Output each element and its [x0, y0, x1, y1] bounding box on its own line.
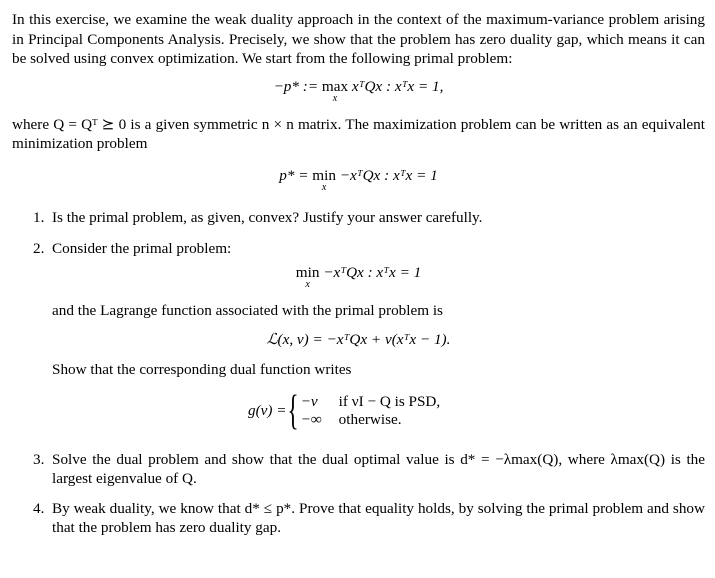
question-2-number: 2. — [33, 240, 45, 257]
question-1 — [12, 208, 705, 228]
question-2-text: Consider the primal problem: — [52, 240, 232, 257]
lagrange-equation — [12, 330, 705, 356]
eq2-rhs: −xᵀQx : xᵀx = 1 — [339, 166, 438, 184]
question-list — [12, 208, 705, 538]
lagrange-intro: and the Lagrange function associated with the primal problem is — [52, 301, 443, 319]
dual-case-2-condition: otherwise. — [338, 410, 402, 428]
q2-primal-equation — [12, 263, 705, 295]
question-3 — [12, 450, 705, 489]
eq2-lhs: p* = — [279, 166, 313, 184]
dual-function-equation — [248, 387, 705, 442]
lagrange-equation-text: ℒ(x, ν) = −xᵀQx + ν(xᵀx − 1). — [266, 331, 451, 348]
eq2-operator-sub: x — [321, 181, 327, 193]
question-3-text: Solve the dual problem and show that the dual optimal value is d* = −λmax(Q), where λmax(Q) is the largest eigenvalue of Q. — [52, 450, 705, 487]
question-2 — [12, 239, 705, 442]
dual-case-2 — [301, 411, 441, 429]
question-4-number: 4. — [33, 499, 45, 517]
question-4-text: By weak duality, we know that d* ≤ p*. Prove that equality holds, by solving the primal problem and show that the problem has zero duality gap. — [52, 499, 705, 536]
dual-cases — [301, 393, 441, 429]
primal-min-equation — [12, 166, 705, 198]
eq1-operator-sub: x — [332, 92, 338, 104]
exercise-page — [12, 10, 705, 538]
left-brace: { — [287, 387, 299, 434]
eq1-operator: max — [321, 77, 349, 95]
primal-max-equation — [12, 77, 705, 109]
eq1-rhs: xᵀQx : xᵀx = 1, — [351, 77, 444, 95]
dual-intro: Show that the corresponding dual function writes — [52, 361, 352, 378]
q2-eq-rhs: −xᵀQx : xᵀx = 1 — [323, 263, 422, 281]
q2-eq-operator-sub: x — [305, 278, 310, 290]
question-1-text: Is the primal problem, as given, convex? Justify your answer carefully. — [52, 208, 483, 226]
intro-paragraph: In this exercise, we examine the weak duality approach in the context of the maximum-variance problem arising in Principal Components Analysis. Precisely, we show that the problem has zero duality gap, which means it can be solved using convex optimization. We start from the following primal problem: — [12, 11, 705, 67]
question-3-number: 3. — [33, 450, 45, 468]
middle-paragraph: where Q = Qᵀ ⪰ 0 is a given symmetric n × n matrix. The maximization problem can be written as an equivalent minimization problem — [12, 115, 705, 152]
dual-lhs: g(ν) = — [248, 401, 287, 419]
dual-case-1-condition: if νI − Q is PSD, — [338, 392, 441, 410]
dual-case-1-value: −ν — [300, 392, 318, 410]
eq1-lhs: −p* := — [273, 77, 322, 95]
dual-case-2-value: −∞ — [300, 410, 322, 428]
eq2-operator: min — [312, 166, 336, 184]
dual-case-1 — [301, 393, 441, 411]
question-1-number: 1. — [33, 208, 45, 226]
q2-eq-operator: min — [295, 263, 320, 281]
question-4 — [12, 499, 705, 538]
